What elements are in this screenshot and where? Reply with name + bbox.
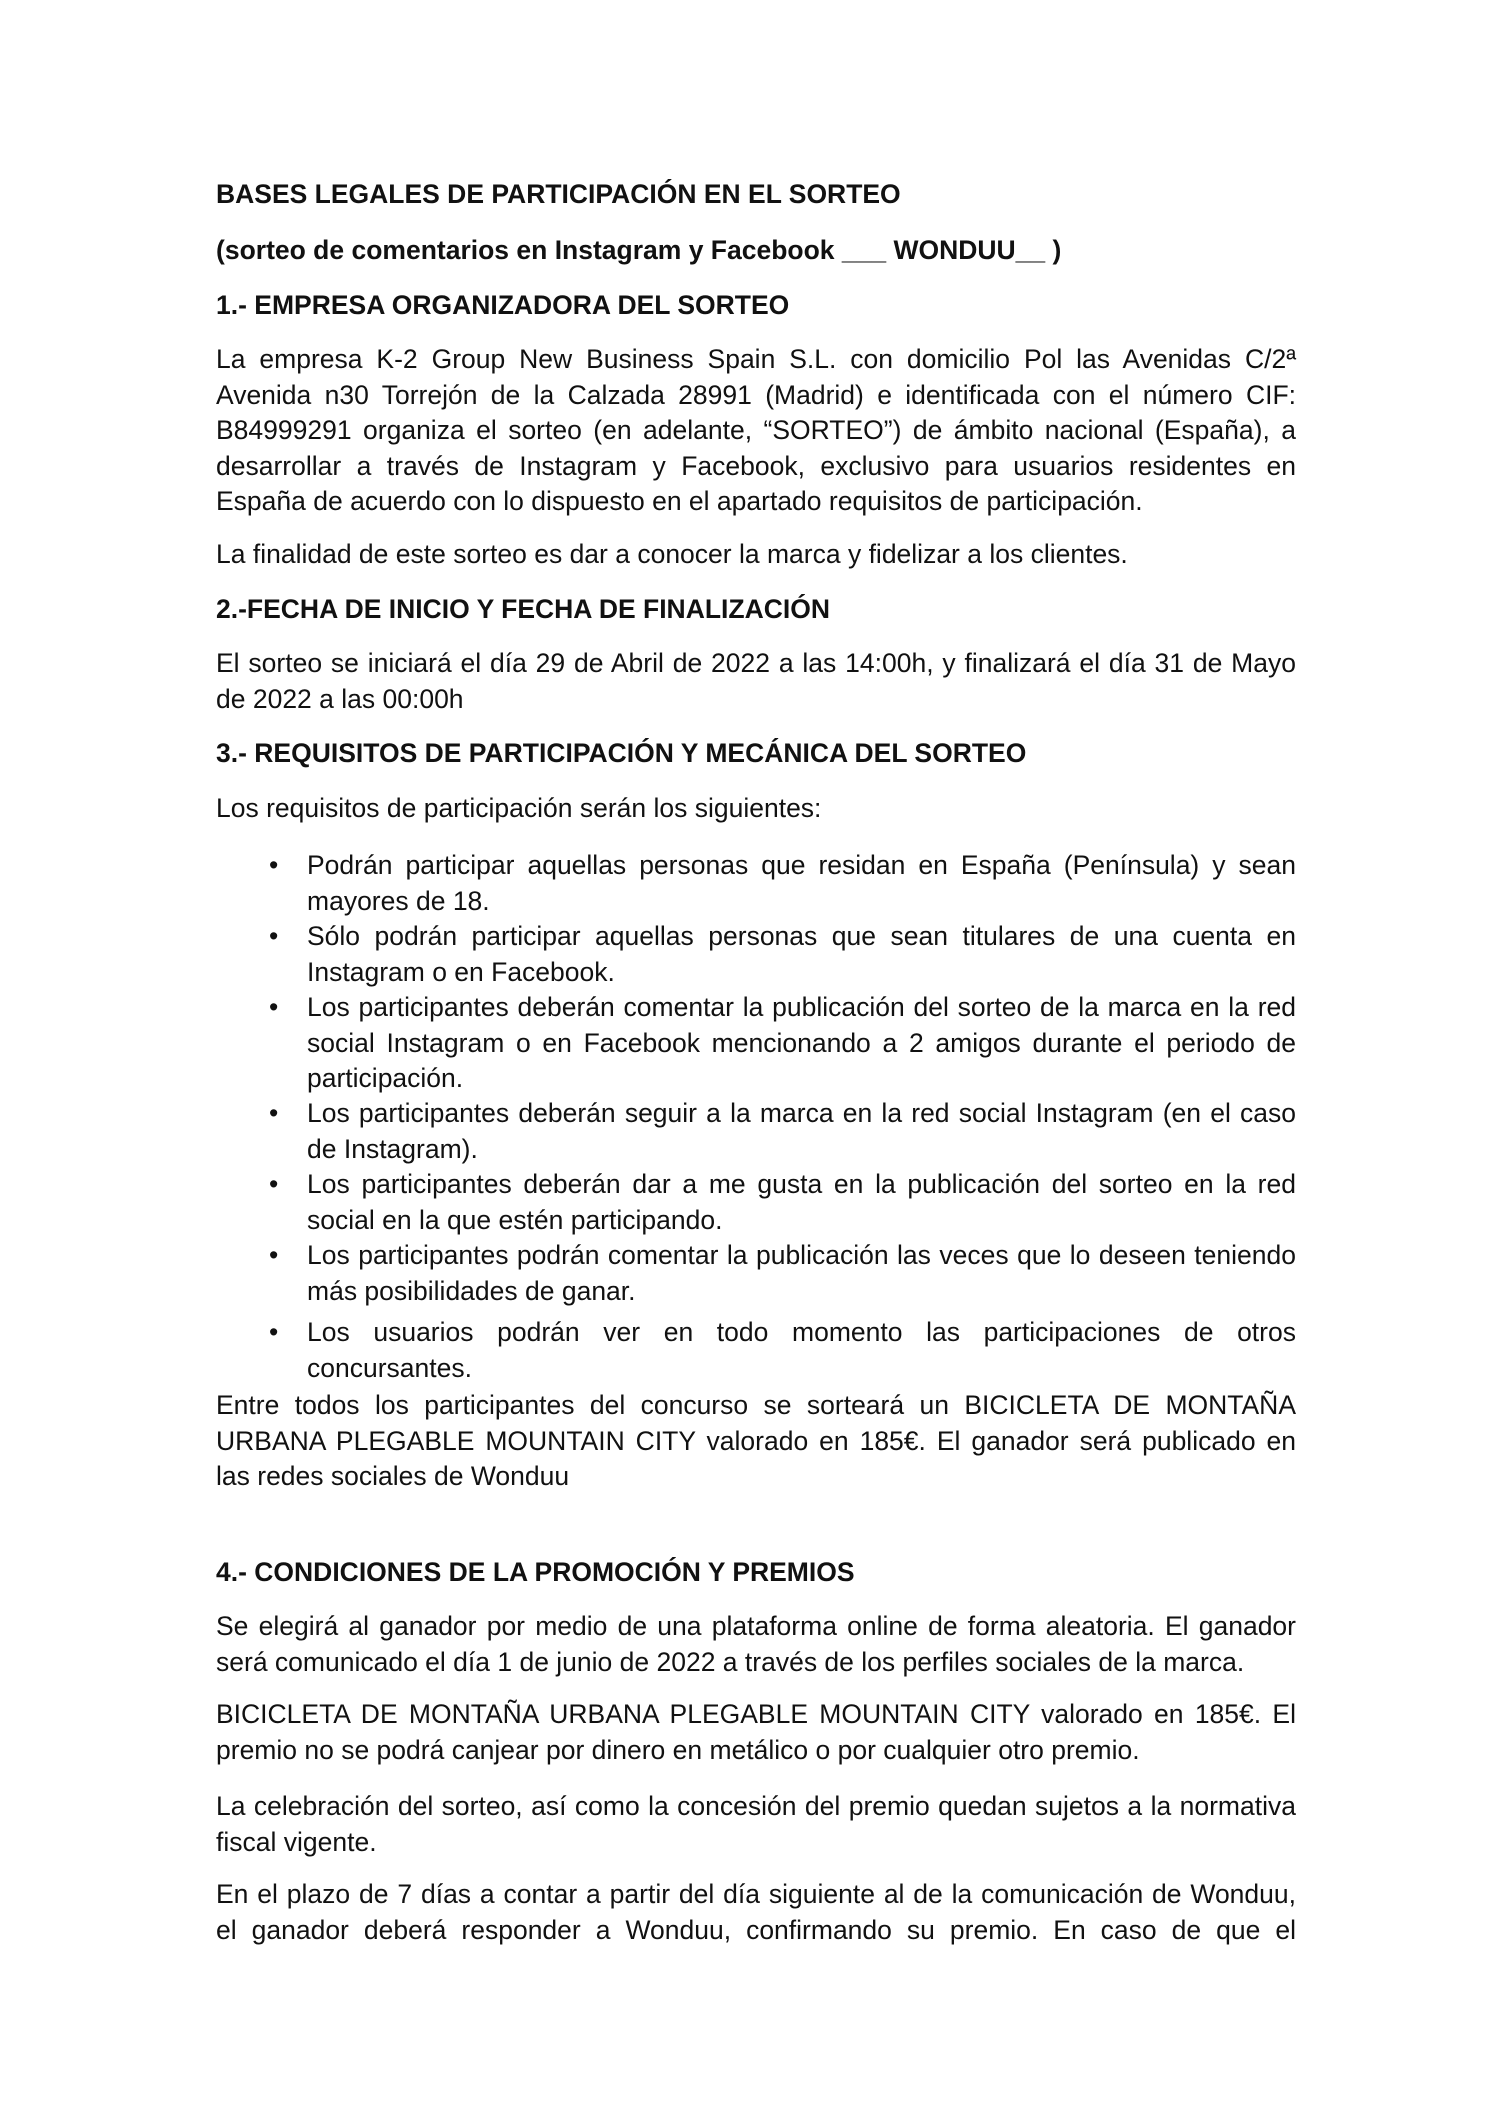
list-item: • Los participantes deberán comentar la publicación del sorteo de la marca en la red social Instagram o en Facebook mencionando a 2 amigos durante el periodo de participación. [307, 990, 1296, 1097]
list-item: • Los usuarios podrán ver en todo momento las participaciones de otros concursantes. [307, 1315, 1296, 1386]
document-subtitle: (sorteo de comentarios en Instagram y Facebook ___ WONDUU__ ) [216, 235, 1062, 265]
section-1-purpose: La finalidad de este sorteo es dar a conocer la marca y fidelizar a los clientes. [216, 539, 1128, 569]
document-title: BASES LEGALES DE PARTICIPACIÓN EN EL SORTEO [216, 179, 901, 209]
section-2-heading: 2.-FECHA DE INICIO Y FECHA DE FINALIZACIÓN [216, 594, 830, 624]
section-3-prize-paragraph: Entre todos los participantes del concurso se sorteará un BICICLETA DE MONTAÑA URBANA PLEGABLE MOUNTAIN CITY valorado en 185€. El ganador será publicado en las redes sociales de Wonduu [216, 1390, 1296, 1491]
section-3-intro: Los requisitos de participación serán los siguientes: [216, 793, 822, 823]
list-item: • Sólo podrán participar aquellas personas que sean titulares de una cuenta en Instagram o en Facebook. [307, 919, 1296, 990]
section-4-paragraph-1: Se elegirá al ganador por medio de una plataforma online de forma aleatoria. El ganador será comunicado el día 1 de junio de 2022 a través de los perfiles sociales de la marca. [216, 1611, 1296, 1677]
section-1-paragraph: La empresa K-2 Group New Business Spain S.L. con domicilio Pol las Avenidas C/2ª Avenida n30 Torrejón de la Calzada 28991 (Madrid) e identificada con el número CIF: B84999291 organiza el sorteo (en adelante, “SORTEO”) de ámbito nacional (España), a desarrollar a través de Instagram y Facebook, exclusivo para usuarios residentes en España de acuerdo con lo dispuesto en el apartado requisitos de participación. [216, 344, 1296, 516]
section-4-heading: 4.- CONDICIONES DE LA PROMOCIÓN Y PREMIOS [216, 1557, 855, 1587]
section-4-paragraph-3: La celebración del sorteo, así como la concesión del premio quedan sujetos a la normativa fiscal vigente. [216, 1791, 1296, 1857]
section-1-heading: 1.- EMPRESA ORGANIZADORA DEL SORTEO [216, 290, 790, 320]
section-3-heading: 3.- REQUISITOS DE PARTICIPACIÓN Y MECÁNICA DEL SORTEO [216, 738, 1027, 768]
section-4-paragraph-2: BICICLETA DE MONTAÑA URBANA PLEGABLE MOUNTAIN CITY valorado en 185€. El premio no se podrá canjear por dinero en metálico o por cualquier otro premio. [216, 1699, 1296, 1765]
section-4-paragraph-4: En el plazo de 7 días a contar a partir del día siguiente al de la comunicación de Wonduu, el ganador deberá responder a Wonduu, confirmando su premio. En caso de que el [216, 1879, 1296, 1945]
list-item: • Los participantes deberán seguir a la marca en la red social Instagram (en el caso de Instagram). [307, 1096, 1296, 1167]
list-item: • Los participantes deberán dar a me gusta en la publicación del sorteo en la red social en la que estén participando. [307, 1167, 1296, 1238]
list-item: • Los participantes podrán comentar la publicación las veces que lo deseen teniendo más posibilidades de ganar. [307, 1238, 1296, 1309]
list-item: • Podrán participar aquellas personas que residan en España (Península) y sean mayores de 18. [307, 848, 1296, 919]
section-2-paragraph: El sorteo se iniciará el día 29 de Abril de 2022 a las 14:00h, y finalizará el día 31 de Mayo de 2022 a las 00:00h [216, 648, 1296, 714]
